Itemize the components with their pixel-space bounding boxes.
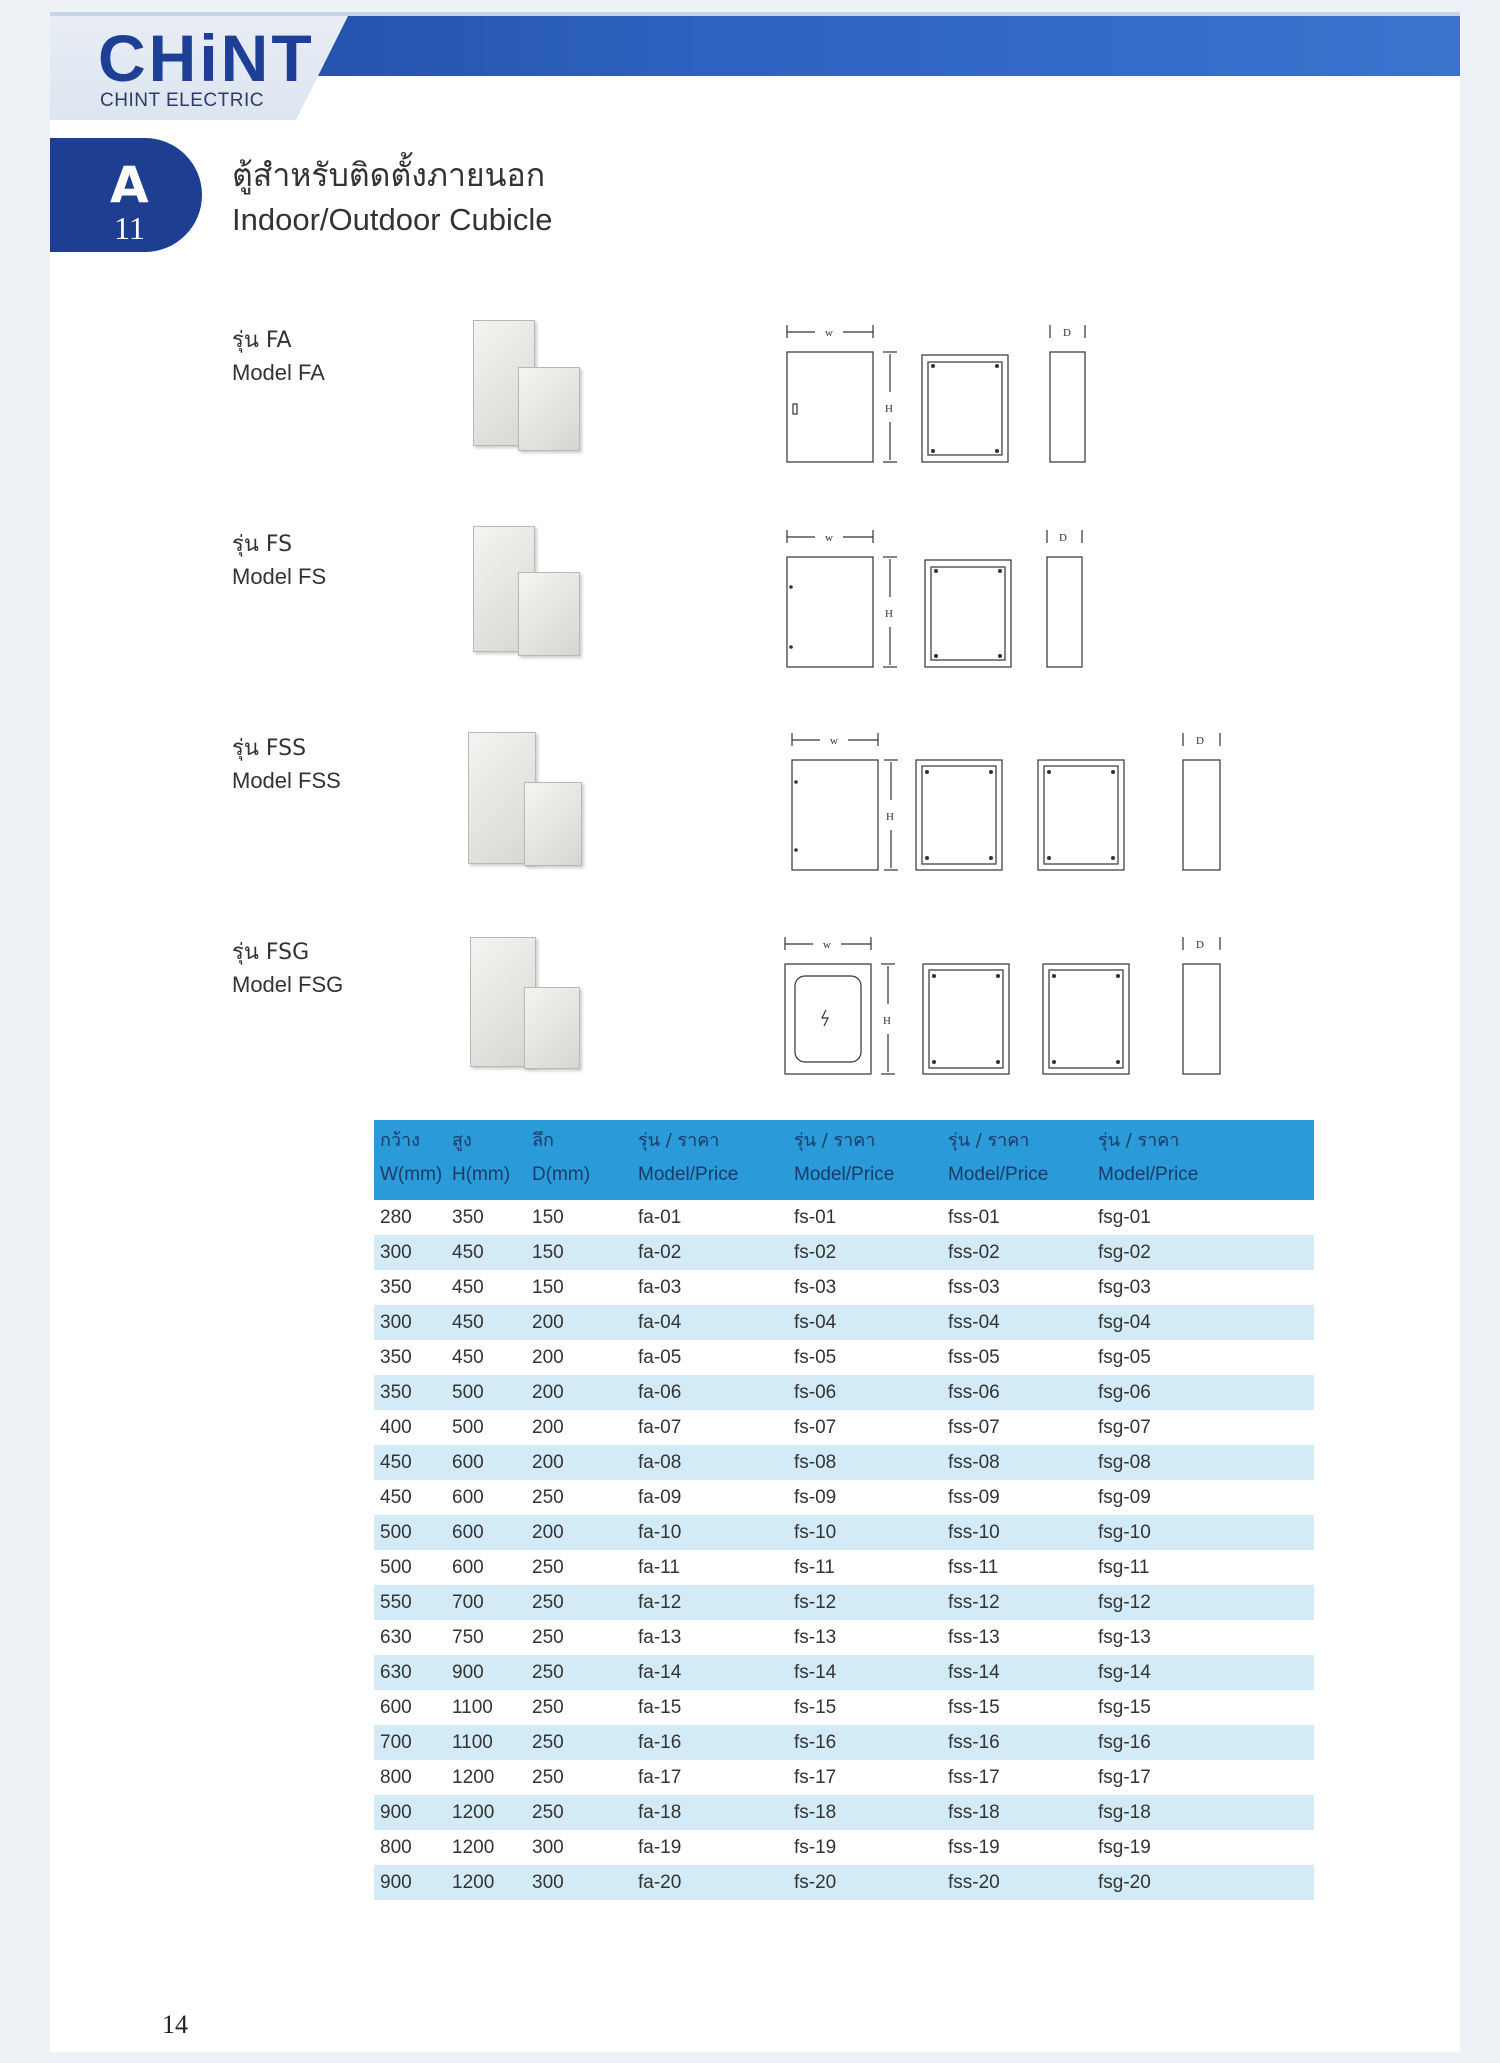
table-cell: 150 (532, 1207, 564, 1228)
table-cell: fa-12 (638, 1592, 682, 1613)
table-header-row (374, 1120, 1314, 1200)
table-cell: 250 (532, 1627, 564, 1648)
table-cell: fsg-15 (1098, 1697, 1151, 1718)
table-cell: 1200 (452, 1767, 495, 1788)
header-model-fsg: รุ่น / ราคา Model/Price (1098, 1130, 1199, 1185)
table-cell: 800 (380, 1837, 412, 1858)
table-cell: 250 (532, 1662, 564, 1683)
table-cell: 450 (380, 1487, 412, 1508)
table-cell: fss-16 (948, 1732, 1000, 1753)
table-row (374, 1550, 1314, 1585)
table-cell: fss-05 (948, 1347, 1000, 1368)
table-cell: 200 (532, 1417, 564, 1438)
header-stripe (50, 12, 1460, 16)
table-cell: fa-18 (638, 1802, 682, 1823)
depth-label: D (1059, 532, 1067, 544)
table-row (374, 1830, 1314, 1865)
model-fss-label-thai: รุ่น FSS (232, 736, 307, 761)
table-cell: fss-18 (948, 1802, 1000, 1823)
model-fa-label: Model FA (232, 360, 325, 385)
table-cell: fss-12 (948, 1592, 1000, 1613)
model-fsg-label-thai: รุ่น FSG (232, 940, 310, 965)
catalog-page (50, 12, 1460, 2052)
table-cell: fs-05 (794, 1347, 837, 1368)
table-cell: fss-03 (948, 1277, 1000, 1298)
table-cell: fsg-07 (1098, 1417, 1151, 1438)
table-cell: 250 (532, 1767, 564, 1788)
table-cell: 200 (532, 1452, 564, 1473)
table-cell: fss-17 (948, 1767, 1000, 1788)
table-cell: 700 (452, 1592, 484, 1613)
table-cell: fa-07 (638, 1417, 682, 1438)
table-cell: fsg-20 (1098, 1872, 1151, 1893)
table-cell: fss-15 (948, 1697, 1000, 1718)
page-title: Indoor/Outdoor Cubicle (232, 202, 553, 237)
table-cell: 280 (380, 1207, 412, 1228)
table-cell: fsg-09 (1098, 1487, 1151, 1508)
table-cell: fs-13 (794, 1627, 837, 1648)
table-cell: 150 (532, 1242, 564, 1263)
table-cell: fs-07 (794, 1417, 837, 1438)
table-cell: 1200 (452, 1872, 495, 1893)
table-row (374, 1865, 1314, 1900)
table-cell: 300 (532, 1872, 564, 1893)
width-label: w (830, 735, 838, 747)
table-cell: fss-01 (948, 1207, 1000, 1228)
height-label: H (886, 811, 894, 823)
table-cell: 350 (380, 1277, 412, 1298)
table-cell: fss-14 (948, 1662, 1000, 1683)
table-cell: 350 (380, 1382, 412, 1403)
chint-logo: CHiNT (98, 21, 315, 95)
table-cell: fss-08 (948, 1452, 1000, 1473)
table-cell: 450 (452, 1242, 484, 1263)
table-cell: fss-13 (948, 1627, 1000, 1648)
header-height: สูง H(mm) (452, 1130, 511, 1185)
table-cell: 600 (452, 1487, 484, 1508)
table-cell: fs-18 (794, 1802, 837, 1823)
table-cell: fsg-06 (1098, 1382, 1151, 1403)
table-cell: fs-04 (794, 1312, 837, 1333)
table-row (374, 1235, 1314, 1270)
width-label: w (825, 327, 833, 339)
dimension-price-table (374, 1120, 1314, 1900)
table-cell: fa-09 (638, 1487, 682, 1508)
table-cell: fs-11 (794, 1557, 835, 1578)
table-row (374, 1340, 1314, 1375)
table-cell: fsg-17 (1098, 1767, 1151, 1788)
table-row (374, 1760, 1314, 1795)
model-fss-photo-small (524, 782, 582, 866)
chint-logo-subtitle: CHINT ELECTRIC (100, 90, 264, 111)
model-fa-photo-small (518, 367, 580, 451)
height-label: H (885, 608, 893, 620)
table-row (374, 1480, 1314, 1515)
table-cell: 500 (452, 1382, 484, 1403)
table-cell: fa-06 (638, 1382, 682, 1403)
table-cell: 900 (380, 1802, 412, 1823)
table-cell: fss-19 (948, 1837, 1000, 1858)
table-cell: 630 (380, 1627, 412, 1648)
table-cell: 350 (452, 1207, 484, 1228)
table-cell: fsg-18 (1098, 1802, 1151, 1823)
model-fsg-photo-small (524, 987, 580, 1069)
model-fs-drawing (785, 527, 1125, 687)
table-cell: 350 (380, 1347, 412, 1368)
table-row (374, 1795, 1314, 1830)
width-label: w (825, 532, 833, 544)
table-cell: 900 (452, 1662, 484, 1683)
table-cell: 250 (532, 1732, 564, 1753)
table-cell: fa-16 (638, 1732, 682, 1753)
table-cell: fsg-05 (1098, 1347, 1151, 1368)
table-cell: 250 (532, 1697, 564, 1718)
table-cell: fs-19 (794, 1837, 837, 1858)
table-cell: 450 (380, 1452, 412, 1473)
model-fa-drawing (785, 322, 1125, 482)
model-fss-drawing (790, 730, 1270, 890)
table-cell: fsg-14 (1098, 1662, 1151, 1683)
table-cell: 600 (452, 1557, 484, 1578)
table-cell: fa-14 (638, 1662, 682, 1683)
height-label: H (885, 403, 893, 415)
table-cell: 1200 (452, 1802, 495, 1823)
table-cell: fs-01 (794, 1207, 837, 1228)
table-cell: 450 (452, 1347, 484, 1368)
table (374, 1120, 1314, 1900)
table-cell: 750 (452, 1627, 484, 1648)
table-cell: 150 (532, 1277, 564, 1298)
header-depth: ลึก D(mm) (532, 1130, 591, 1185)
table-cell: 200 (532, 1312, 564, 1333)
header-width: กว้าง W(mm) (380, 1130, 443, 1185)
table-row (374, 1375, 1314, 1410)
table-cell: 600 (452, 1452, 484, 1473)
table-cell: fs-08 (794, 1452, 837, 1473)
table-cell: 300 (380, 1242, 412, 1263)
model-fs-photo-small (518, 572, 580, 656)
table-cell: fss-02 (948, 1242, 1000, 1263)
header-model-fa: รุ่น / ราคา Model/Price (638, 1130, 739, 1185)
table-row (374, 1410, 1314, 1445)
table-cell: fa-20 (638, 1872, 682, 1893)
table-cell: fss-07 (948, 1417, 1000, 1438)
table-cell: 1200 (452, 1837, 495, 1858)
table-cell: fs-09 (794, 1487, 837, 1508)
table-cell: fss-11 (948, 1557, 999, 1578)
model-fsg-label: Model FSG (232, 972, 344, 997)
table-cell: 500 (380, 1557, 412, 1578)
table-cell: fa-11 (638, 1557, 680, 1578)
table-cell: fss-09 (948, 1487, 1000, 1508)
table-cell: fss-10 (948, 1522, 1000, 1543)
model-fs-label: Model FS (232, 564, 327, 589)
model-fa-label-thai: รุ่น FA (232, 328, 292, 353)
table-cell: fs-10 (794, 1522, 837, 1543)
table-cell: 400 (380, 1417, 412, 1438)
header-model-fs: รุ่น / ราคา Model/Price (794, 1130, 895, 1185)
table-cell: fsg-19 (1098, 1837, 1151, 1858)
table-cell: 1100 (452, 1697, 493, 1718)
table-cell: fsg-02 (1098, 1242, 1151, 1263)
table-cell: fs-20 (794, 1872, 837, 1893)
table-row (374, 1725, 1314, 1760)
height-label: H (883, 1015, 891, 1027)
table-cell: 800 (380, 1767, 412, 1788)
table-cell: 200 (532, 1522, 564, 1543)
table-cell: 500 (380, 1522, 412, 1543)
table-cell: 900 (380, 1872, 412, 1893)
table-cell: fa-04 (638, 1312, 682, 1333)
table-cell: fa-19 (638, 1837, 682, 1858)
table-cell: fa-01 (638, 1207, 682, 1228)
table-cell: fsg-11 (1098, 1557, 1150, 1578)
table-cell: 200 (532, 1382, 564, 1403)
table-cell: fss-06 (948, 1382, 1000, 1403)
table-row (374, 1620, 1314, 1655)
table-cell: fsg-13 (1098, 1627, 1151, 1648)
table-cell: fsg-08 (1098, 1452, 1151, 1473)
table-cell: 600 (452, 1522, 484, 1543)
depth-label: D (1196, 735, 1204, 747)
table-cell: 200 (532, 1347, 564, 1368)
width-label: w (823, 939, 831, 951)
table-row (374, 1305, 1314, 1340)
table-cell: fsg-16 (1098, 1732, 1151, 1753)
model-fsg-drawing (783, 934, 1273, 1094)
table-row (374, 1445, 1314, 1480)
table-cell: fsg-03 (1098, 1277, 1151, 1298)
table-cell: fs-15 (794, 1697, 837, 1718)
table-cell: fs-17 (794, 1767, 837, 1788)
table-cell: 630 (380, 1662, 412, 1683)
table-cell: fa-13 (638, 1627, 682, 1648)
table-cell: fs-12 (794, 1592, 837, 1613)
page-number: 14 (162, 2010, 188, 2039)
model-fs-label-thai: รุ่น FS (232, 532, 293, 557)
section-letter: A (110, 156, 149, 214)
table-cell: fss-04 (948, 1312, 1000, 1333)
table-cell: fss-20 (948, 1872, 1000, 1893)
table-cell: 450 (452, 1312, 484, 1333)
table-cell: 600 (380, 1697, 412, 1718)
table-cell: fsg-12 (1098, 1592, 1151, 1613)
table-cell: fsg-01 (1098, 1207, 1151, 1228)
model-fss-label: Model FSS (232, 768, 341, 793)
table-cell: fa-10 (638, 1522, 682, 1543)
table-cell: 500 (452, 1417, 484, 1438)
table-cell: 450 (452, 1277, 484, 1298)
table-cell: fa-05 (638, 1347, 682, 1368)
table-cell: 550 (380, 1592, 412, 1613)
table-cell: fa-08 (638, 1452, 682, 1473)
table-cell: fsg-10 (1098, 1522, 1151, 1543)
section-number: 11 (114, 210, 145, 246)
table-cell: fa-17 (638, 1767, 682, 1788)
table-cell: 1100 (452, 1732, 493, 1753)
table-row (374, 1585, 1314, 1620)
table-cell: fa-03 (638, 1277, 682, 1298)
table-cell: fs-16 (794, 1732, 837, 1753)
table-row (374, 1515, 1314, 1550)
table-cell: fs-03 (794, 1277, 837, 1298)
table-cell: 250 (532, 1802, 564, 1823)
table-cell: 300 (380, 1312, 412, 1333)
table-cell: fs-06 (794, 1382, 837, 1403)
table-cell: 250 (532, 1592, 564, 1613)
table-cell: 250 (532, 1487, 564, 1508)
table-cell: 250 (532, 1557, 564, 1578)
table-row (374, 1270, 1314, 1305)
table-cell: fa-02 (638, 1242, 682, 1263)
table-cell: fs-14 (794, 1662, 837, 1683)
depth-label: D (1063, 327, 1071, 339)
table-cell: fa-15 (638, 1697, 682, 1718)
table-body (374, 1200, 1314, 1900)
table-cell: 300 (532, 1837, 564, 1858)
table-row (374, 1655, 1314, 1690)
table-row (374, 1200, 1314, 1235)
table-cell: 700 (380, 1732, 412, 1753)
table-cell: fs-02 (794, 1242, 837, 1263)
header-model-fss: รุ่น / ราคา Model/Price (948, 1130, 1049, 1185)
depth-label: D (1196, 939, 1204, 951)
page-title-thai: ตู้สำหรับติดตั้งภายนอก (232, 156, 546, 194)
table-cell: fsg-04 (1098, 1312, 1151, 1333)
table-row (374, 1690, 1314, 1725)
